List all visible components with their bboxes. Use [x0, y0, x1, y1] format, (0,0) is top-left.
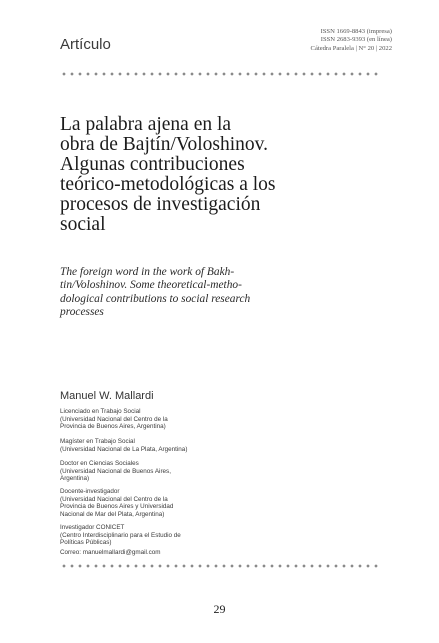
subtitle-line: dological contributions to social research — [60, 292, 251, 305]
subtitle-line: processes — [60, 306, 104, 319]
affiliation-line: Nacional de Mar del Plata, Argentina) — [60, 510, 165, 518]
author-email: Correo: manuelmallardi@gmail.com — [60, 549, 161, 556]
affiliation-line: (Universidad Nacional de Buenos Aires, — [60, 467, 171, 475]
article-title — [60, 115, 390, 235]
issn-block — [311, 28, 392, 53]
affiliation-degree-magister — [60, 438, 320, 453]
journal-issue: Cátedra Paralela | N° 20 | 2022 — [310, 44, 392, 52]
section-label: Artículo — [60, 36, 111, 53]
affiliation-line: Doctor en Ciencias Sociales — [60, 460, 139, 467]
subtitle-line: tin/Voloshinov. Some theoretical-metho- — [60, 279, 242, 292]
title-line: Algunas contribuciones — [60, 154, 245, 175]
subtitle-line: The foreign word in the work of Bakh- — [60, 266, 235, 278]
affiliation-line: (Universidad Nacional del Centro de la — [60, 415, 168, 423]
title-line: teórico-metodológicas a los — [60, 174, 276, 195]
affiliation-degree-licenciado — [60, 408, 320, 431]
issn-online: ISSN 2683-9393 (en línea) — [320, 36, 392, 44]
affiliation-line: Provincia de Buenos Aires y Universidad — [60, 503, 174, 511]
article-subtitle-english — [60, 266, 390, 320]
affiliation-line: (Universidad Nacional del Centro de la — [60, 495, 168, 503]
affiliation-line: Licenciado en Trabajo Social — [60, 408, 141, 415]
page-number: 29 — [213, 602, 226, 616]
affiliation-line: (Centro Interdisciplinario para el Estudio de — [60, 531, 181, 539]
affiliation-docente-investigador — [60, 488, 320, 518]
dotted-divider-top — [60, 72, 378, 76]
issn-print: ISSN 1669-8843 (impresa) — [320, 28, 392, 35]
affiliation-line: Políticas Públicas) — [60, 539, 112, 547]
affiliation-line: Investigador CONICET — [60, 524, 125, 531]
affiliation-conicet — [60, 524, 320, 547]
affiliation-line: Provincia de Buenos Aires, Argentina) — [60, 423, 166, 431]
affiliation-degree-doctor — [60, 460, 320, 483]
affiliation-line: (Universidad Nacional de La Plata, Argentina) — [60, 445, 188, 453]
title-line: social — [60, 214, 106, 235]
title-line: obra de Bajtín/Voloshinov. — [60, 134, 268, 155]
affiliation-line: Magíster en Trabajo Social — [60, 438, 135, 445]
affiliation-line: Docente-investigador — [60, 488, 120, 495]
affiliation-line: Argentina) — [60, 475, 90, 483]
dotted-divider-bottom — [60, 564, 378, 568]
title-line: La palabra ajena en la — [60, 114, 232, 135]
author-name: Manuel W. Mallardi — [60, 390, 154, 402]
title-line: procesos de investigación — [60, 194, 261, 215]
